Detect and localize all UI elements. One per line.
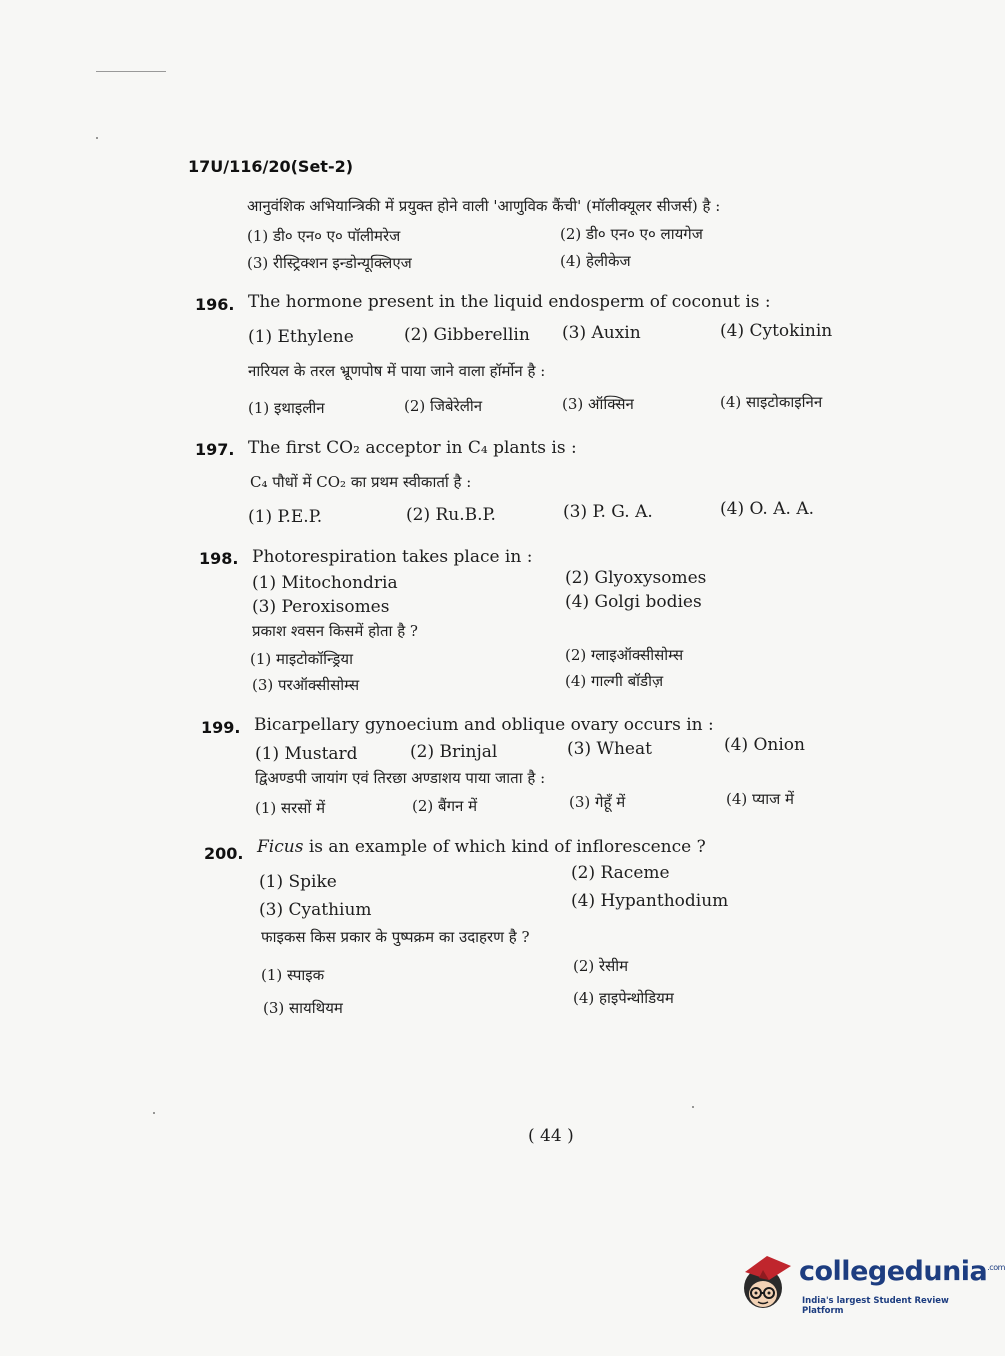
q198-hindi-option-3: (3) परऑक्सीसोम्स — [252, 676, 360, 694]
q200-number: 200. — [204, 844, 244, 863]
q198-option-1: (1) Mitochondria — [252, 573, 398, 593]
q200-hindi-option-1: (1) स्पाइक — [261, 966, 325, 984]
q196-option-4: (4) Cytokinin — [720, 321, 833, 341]
logo-tagline: India's largest Student Review Platform — [802, 1296, 949, 1316]
q199-hindi-text: द्विअण्डपी जायांग एवं तिरछा अण्डाशय पाया जाता है : — [255, 769, 546, 787]
logo-wordmark: collegedunia$^{.com}$ — [799, 1256, 1005, 1287]
q196-english-text: The hormone present in the liquid endosperm of coconut is : — [248, 292, 771, 312]
q200-option-4: (4) Hypanthodium — [571, 891, 729, 911]
q197-option-2: (2) Ru.B.P. — [406, 505, 496, 525]
q197-option-4: (4) O. A. A. — [720, 499, 814, 519]
q200-option-3: (3) Cyathium — [259, 900, 372, 920]
q198-number: 198. — [199, 549, 239, 568]
q198-option-3: (3) Peroxisomes — [252, 597, 390, 617]
q199-hindi-option-1: (1) सरसों में — [255, 799, 326, 817]
q200-hindi-text: फाइकस किस प्रकार के पुष्पक्रम का उदाहरण है ? — [261, 928, 530, 946]
q197-option-1: (1) P.E.P. — [248, 507, 323, 527]
q200-english-text — [257, 837, 706, 857]
q199-option-4: (4) Onion — [724, 735, 805, 755]
student-mascot-icon — [741, 1250, 801, 1312]
q197-number: 197. — [195, 440, 235, 459]
q196-hindi-text: नारियल के तरल भ्रूणपोष में पाया जाने वाला हॉर्मोन है : — [248, 362, 546, 380]
q196-option-3: (3) Auxin — [562, 323, 641, 343]
q200-option-2: (2) Raceme — [571, 863, 670, 883]
q200-hindi-option-2: (2) रेसीम — [573, 957, 629, 975]
q198-option-4: (4) Golgi bodies — [565, 592, 702, 612]
q196-hindi-option-2: (2) जिबेरेलीन — [404, 397, 483, 415]
q199-option-3: (3) Wheat — [567, 739, 652, 759]
page-number: ( 44 ) — [528, 1126, 574, 1146]
q199-number: 199. — [201, 718, 241, 737]
header-rule — [96, 71, 166, 72]
q199-option-2: (2) Brinjal — [410, 742, 498, 762]
q200-option-1: (1) Spike — [259, 872, 337, 892]
ficus-italic: Ficus — [257, 837, 304, 857]
q196-option-2: (2) Gibberellin — [404, 325, 530, 345]
q195-hindi-option-1: (1) डी० एन० ए० पॉलीमरेज — [247, 227, 401, 245]
q196-hindi-option-3: (3) ऑक्सिन — [562, 395, 634, 413]
q196-hindi-option-1: (1) इथाइलीन — [248, 399, 325, 417]
q195-hindi-option-2: (2) डी० एन० ए० लायगेज — [560, 225, 703, 243]
q198-hindi-option-1: (1) माइटोकॉन्ड्रिया — [250, 650, 353, 668]
q197-option-3: (3) P. G. A. — [563, 502, 653, 522]
q199-option-1: (1) Mustard — [255, 744, 358, 764]
collegedunia-logo — [741, 1250, 1005, 1320]
q198-english-text: Photorespiration takes place in : — [252, 547, 533, 567]
q197-hindi-text: C₄ पौधों में CO₂ का प्रथम स्वीकार्ता है : — [250, 473, 472, 491]
q199-hindi-option-2: (2) बैंगन में — [412, 797, 478, 815]
q199-english-text: Bicarpellary gynoecium and oblique ovary occurs in : — [254, 715, 714, 735]
q200-english-rest: is an example of which kind of inflorescence ? — [308, 837, 706, 857]
scan-speck — [692, 1106, 694, 1108]
q199-hindi-option-4: (4) प्याज में — [726, 790, 794, 808]
q200-hindi-option-3: (3) सायथियम — [263, 999, 343, 1017]
scan-speck — [96, 137, 98, 139]
q199-hindi-option-3: (3) गेहूँ में — [569, 793, 626, 811]
q195-hindi-text: आनुवंशिक अभियान्त्रिकी में प्रयुक्त होने वाली 'आणुविक कैंची' (मॉलीक्यूलर सीजर्स) है : — [247, 197, 721, 215]
logo-tm: .com — [987, 1263, 1005, 1272]
q198-hindi-option-4: (4) गाल्गी बॉडीज़ — [565, 672, 664, 690]
q195-hindi-option-3: (3) रीस्ट्रिक्शन इन्डोन्यूक्लिएज — [247, 254, 412, 272]
q196-option-1: (1) Ethylene — [248, 327, 354, 347]
q196-hindi-option-4: (4) साइटोकाइनिन — [720, 393, 823, 411]
scan-speck — [153, 1112, 155, 1114]
paper-code: 17U/116/20(Set-2) — [188, 157, 354, 176]
q195-hindi-option-4: (4) हेलीकेज — [560, 252, 631, 270]
q200-hindi-option-4: (4) हाइपेन्थोडियम — [573, 989, 674, 1007]
q198-option-2: (2) Glyoxysomes — [565, 568, 707, 588]
q198-hindi-option-2: (2) ग्लाइऑक्सीसोम्स — [565, 646, 684, 664]
q198-hindi-text: प्रकाश श्वसन किसमें होता है ? — [252, 622, 418, 640]
q196-number: 196. — [195, 295, 235, 314]
q197-english-text: The first CO₂ acceptor in C₄ plants is : — [248, 438, 577, 458]
